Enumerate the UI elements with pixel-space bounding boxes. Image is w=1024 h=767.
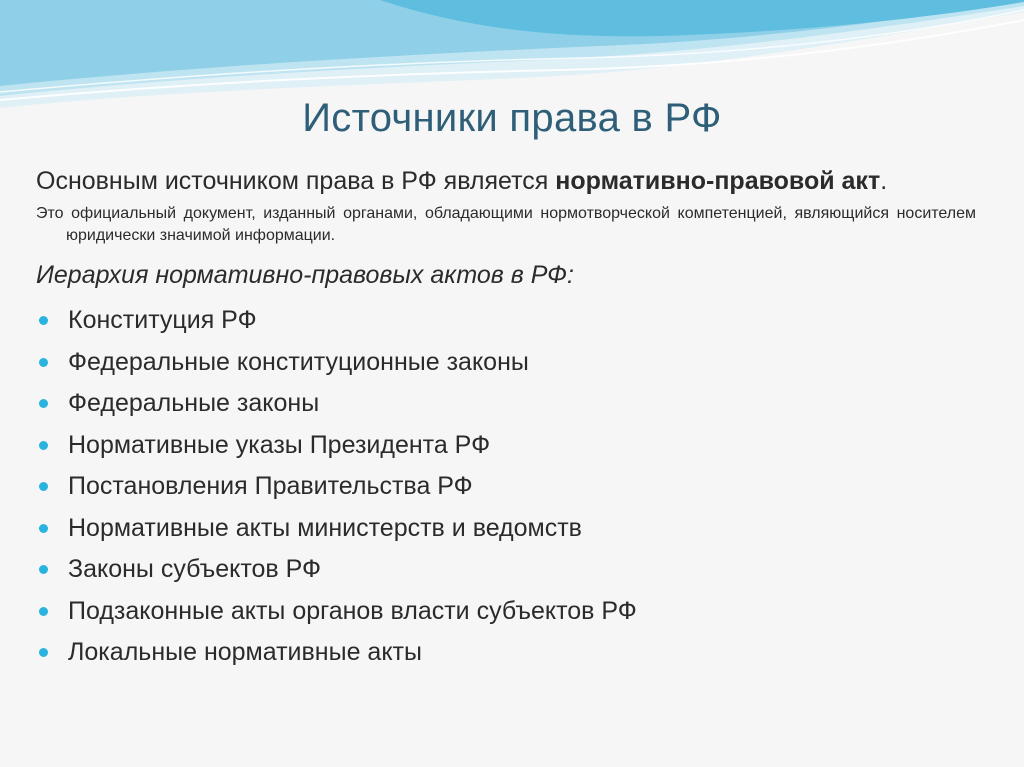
list-item <box>36 591 976 633</box>
slide-title: Источники права в РФ <box>302 96 722 140</box>
list-item-label: Локальные нормативные акты <box>68 638 422 666</box>
definition-paragraph: Это официальный документ, изданный органами, обладающими нормотворческой компетенцией, являющийся носителем юридически значимой информации. <box>36 205 976 244</box>
bullet-icon <box>39 358 48 367</box>
list-item-label: Федеральные законы <box>68 389 320 417</box>
list-item-label: Федеральные конституционные законы <box>68 347 529 376</box>
list-item-label: Конституция РФ <box>68 306 257 334</box>
list-item <box>36 425 976 467</box>
list-item <box>36 342 976 384</box>
bullet-icon <box>39 524 48 533</box>
list-item-label: Нормативные акты министерств и ведомств <box>68 513 582 542</box>
bullet-icon <box>39 607 48 616</box>
lead-paragraph <box>36 166 976 197</box>
list-item <box>36 466 976 508</box>
bullet-icon <box>39 482 48 491</box>
list-item-label: Подзаконные акты органов власти субъектов РФ <box>68 596 637 625</box>
acts-list <box>36 300 976 674</box>
list-item <box>36 383 976 425</box>
bullet-icon <box>39 441 48 450</box>
list-item-label: Нормативные указы Президента РФ <box>68 430 491 459</box>
lead-text-end: . <box>880 167 888 195</box>
slide-content <box>36 166 976 674</box>
list-item <box>36 508 976 550</box>
bullet-icon <box>39 316 48 325</box>
list-item-label: Законы субъектов РФ <box>68 555 322 583</box>
list-item <box>36 632 976 674</box>
bullet-icon <box>39 565 48 574</box>
hierarchy-heading: Иерархия нормативно-правовых актов в РФ: <box>36 261 574 289</box>
list-item-label: Постановления Правительства РФ <box>68 472 473 500</box>
lead-text: Основным источником права в РФ является <box>36 167 556 195</box>
bullet-icon <box>39 399 48 408</box>
bullet-icon <box>39 648 48 657</box>
list-item <box>36 300 976 342</box>
lead-bold-term: нормативно-правовой акт <box>555 167 881 195</box>
list-item <box>36 549 976 591</box>
